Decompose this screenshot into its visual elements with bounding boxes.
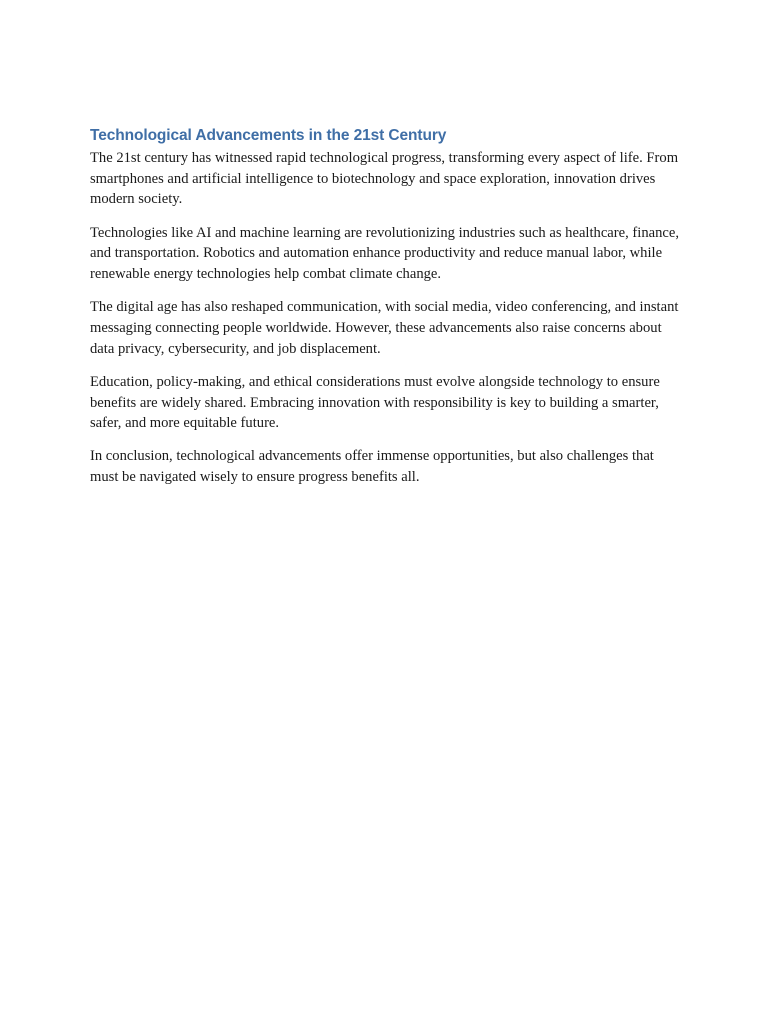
paragraph-digital-communication: The digital age has also reshaped communication, with social media, video conferencing, and instant messaging connecting people worldwide. However, these advancements also raise concerns about data privacy, cybersecurity, and job displacement.	[90, 299, 679, 357]
document-title: Technological Advancements in the 21st Century	[90, 127, 447, 144]
paragraph-intro: The 21st century has witnessed rapid technological progress, transforming every aspect of life. From smartphones and artificial intelligence to biotechnology and space exploration, innovation drives modern society.	[90, 150, 679, 208]
paragraph-conclusion: In conclusion, technological advancements offer immense opportunities, but also challenges that must be navigated wisely to ensure progress benefits all.	[90, 448, 654, 486]
paragraph-education-policy: Education, policy-making, and ethical considerations must evolve alongside technology to ensure benefits are widely shared. Embracing innovation with responsibility is key to building a smarter, safer, and more equitable future.	[90, 373, 660, 432]
document-body	[90, 126, 680, 500]
paragraph-ai-industries: Technologies like AI and machine learning are revolutionizing industries such as healthcare, finance, and transportation. Robotics and automation enhance productivity and reduce manual labor, while renewable energy technologies help combat climate change.	[90, 224, 680, 283]
